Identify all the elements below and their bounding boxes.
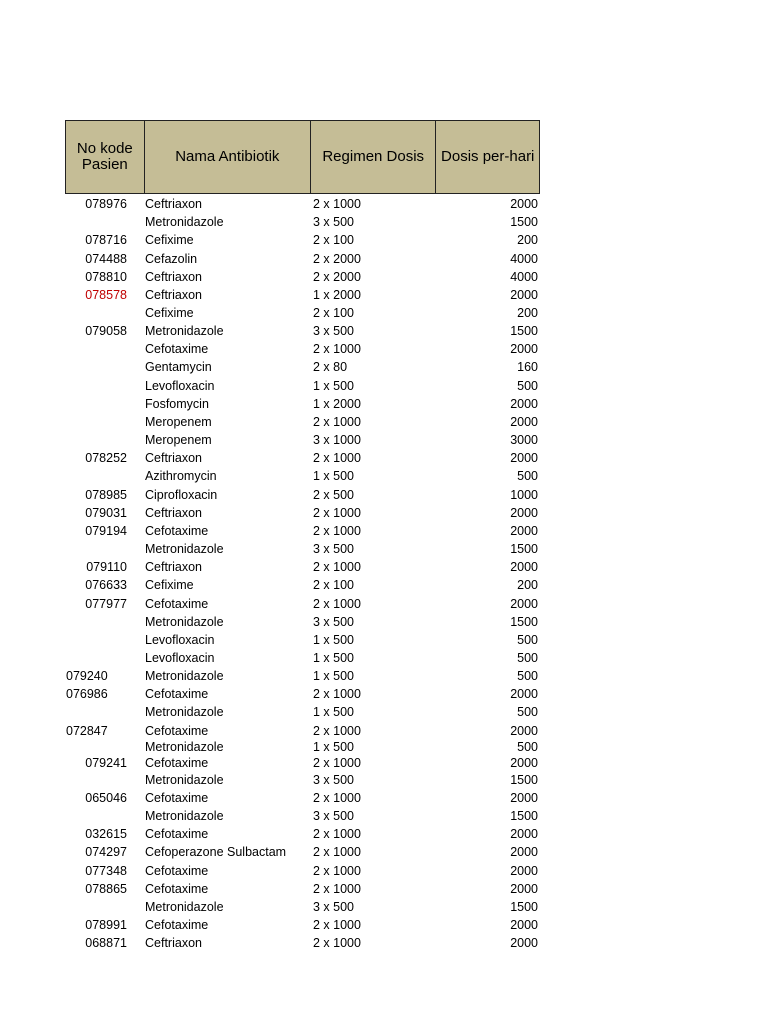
antibiotic-name-cell: Cefotaxime xyxy=(145,863,209,878)
daily-dose-cell: 500 xyxy=(517,705,538,720)
patient-code-cell: 079031 xyxy=(85,505,127,520)
dose-regimen-cell: 1 x 500 xyxy=(313,632,355,647)
dose-regimen-cell: 2 x 500 xyxy=(313,487,355,502)
daily-dose-cell: 2000 xyxy=(510,414,538,429)
table-row xyxy=(65,843,540,861)
table-row xyxy=(65,807,540,825)
table-row xyxy=(65,755,540,771)
daily-dose-cell: 1500 xyxy=(510,614,538,629)
patient-code-cell: 078578 xyxy=(85,287,127,302)
daily-dose-cell: 2000 xyxy=(510,755,538,770)
dose-regimen-cell: 1 x 500 xyxy=(313,669,355,684)
table-row xyxy=(65,771,540,789)
antibiotic-table xyxy=(65,120,540,952)
table-row xyxy=(65,286,540,304)
table-row xyxy=(65,449,540,467)
antibiotic-name-cell: Metronidazole xyxy=(145,809,224,824)
antibiotic-name-cell: Cefotaxime xyxy=(145,342,209,357)
patient-code-cell: 078985 xyxy=(85,487,127,502)
antibiotic-name-cell: Cefotaxime xyxy=(145,755,209,770)
antibiotic-name-cell: Metronidazole xyxy=(145,542,224,557)
dose-regimen-cell: 2 x 1000 xyxy=(313,505,361,520)
patient-code-cell: 072847 xyxy=(66,723,108,738)
dose-regimen-cell: 2 x 100 xyxy=(313,306,355,321)
daily-dose-cell: 500 xyxy=(517,669,538,684)
antibiotic-name-cell: Ceftriaxon xyxy=(145,451,202,466)
antibiotic-name-cell: Metronidazole xyxy=(145,669,224,684)
dose-regimen-cell: 3 x 500 xyxy=(313,614,355,629)
daily-dose-cell: 2000 xyxy=(510,827,538,842)
antibiotic-name-cell: Ceftriaxon xyxy=(145,560,202,575)
daily-dose-cell: 1500 xyxy=(510,324,538,339)
dose-regimen-cell: 1 x 500 xyxy=(313,378,355,393)
antibiotic-name-cell: Cefoperazone Sulbactam xyxy=(145,845,287,860)
table-row xyxy=(65,213,540,231)
table-row xyxy=(65,880,540,898)
daily-dose-cell: 160 xyxy=(517,360,538,375)
table-row xyxy=(65,685,540,703)
antibiotic-name-cell: Cefotaxime xyxy=(145,918,209,933)
daily-dose-cell: 1500 xyxy=(510,809,538,824)
patient-code-cell: 079110 xyxy=(86,560,127,575)
daily-dose-cell: 2000 xyxy=(510,918,538,933)
table-row xyxy=(65,558,540,576)
daily-dose-cell: 500 xyxy=(517,469,538,484)
antibiotic-name-cell: Cefixime xyxy=(145,306,194,321)
table-row xyxy=(65,667,540,685)
dose-regimen-cell: 2 x 1000 xyxy=(313,845,361,860)
antibiotic-name-cell: Ceftriaxon xyxy=(145,287,202,302)
table-row xyxy=(65,540,540,558)
antibiotic-name-cell: Cefazolin xyxy=(145,251,198,266)
table-row xyxy=(65,916,540,934)
dose-regimen-cell: 2 x 1000 xyxy=(313,936,361,951)
dose-regimen-cell: 3 x 500 xyxy=(313,542,355,557)
table-row xyxy=(65,249,540,267)
table-row xyxy=(65,195,540,213)
table-row xyxy=(65,231,540,249)
table-row xyxy=(65,340,540,358)
daily-dose-cell: 200 xyxy=(517,578,538,593)
dose-regimen-cell: 2 x 1000 xyxy=(313,723,361,738)
daily-dose-cell: 500 xyxy=(517,632,538,647)
daily-dose-cell: 200 xyxy=(517,233,538,248)
antibiotic-name-cell: Ceftriaxon xyxy=(145,197,202,212)
patient-code-cell: 078810 xyxy=(85,269,127,284)
dose-regimen-cell: 2 x 1000 xyxy=(313,342,361,357)
antibiotic-name-cell: Cefotaxime xyxy=(145,596,209,611)
header-dose-regimen: Regimen Dosis xyxy=(311,121,436,193)
patient-code-cell: 074297 xyxy=(85,845,127,860)
dose-regimen-cell: 1 x 500 xyxy=(313,705,355,720)
antibiotic-name-cell: Cefotaxime xyxy=(145,723,209,738)
daily-dose-cell: 3000 xyxy=(510,433,538,448)
dose-regimen-cell: 2 x 80 xyxy=(313,360,348,375)
table-row xyxy=(65,377,540,395)
table-row xyxy=(65,934,540,952)
dose-regimen-cell: 2 x 1000 xyxy=(313,596,361,611)
daily-dose-cell: 1500 xyxy=(510,899,538,914)
table-row xyxy=(65,740,540,756)
daily-dose-cell: 2000 xyxy=(510,560,538,575)
antibiotic-name-cell: Ceftriaxon xyxy=(145,936,202,951)
dose-regimen-cell: 1 x 500 xyxy=(313,740,355,755)
antibiotic-name-cell: Cefotaxime xyxy=(145,523,209,538)
daily-dose-cell: 2000 xyxy=(510,881,538,896)
dose-regimen-cell: 3 x 1000 xyxy=(313,433,361,448)
table-row xyxy=(65,486,540,504)
antibiotic-name-cell: Metronidazole xyxy=(145,740,224,755)
table-row xyxy=(65,304,540,322)
dose-regimen-cell: 1 x 500 xyxy=(313,469,355,484)
antibiotic-name-cell: Cefotaxime xyxy=(145,687,209,702)
dose-regimen-cell: 1 x 2000 xyxy=(313,287,361,302)
patient-code-cell: 077977 xyxy=(85,596,127,611)
daily-dose-cell: 2000 xyxy=(510,451,538,466)
table-row xyxy=(65,825,540,843)
dose-regimen-cell: 2 x 1000 xyxy=(313,863,361,878)
table-row xyxy=(65,722,540,740)
table-row xyxy=(65,268,540,286)
daily-dose-cell: 500 xyxy=(517,740,538,755)
dose-regimen-cell: 3 x 500 xyxy=(313,772,355,787)
daily-dose-cell: 2000 xyxy=(510,687,538,702)
dose-regimen-cell: 2 x 1000 xyxy=(313,414,361,429)
antibiotic-name-cell: Metronidazole xyxy=(145,324,224,339)
table-row xyxy=(65,358,540,376)
daily-dose-cell: 1500 xyxy=(510,215,538,230)
antibiotic-name-cell: Metronidazole xyxy=(145,899,224,914)
antibiotic-name-cell: Cefotaxime xyxy=(145,881,209,896)
antibiotic-name-cell: Cefotaxime xyxy=(145,827,209,842)
antibiotic-name-cell: Gentamycin xyxy=(145,360,212,375)
dose-regimen-cell: 3 x 500 xyxy=(313,215,355,230)
antibiotic-name-cell: Metronidazole xyxy=(145,705,224,720)
table-row xyxy=(65,631,540,649)
patient-code-cell: 078716 xyxy=(85,233,127,248)
antibiotic-name-cell: Levofloxacin xyxy=(145,632,215,647)
table-row xyxy=(65,467,540,485)
header-patient-code: No kode Pasien xyxy=(66,121,145,193)
table-row xyxy=(65,413,540,431)
antibiotic-name-cell: Ciprofloxacin xyxy=(145,487,218,502)
patient-code-cell: 079058 xyxy=(85,324,127,339)
table-row xyxy=(65,594,540,612)
table-row xyxy=(65,861,540,879)
daily-dose-cell: 200 xyxy=(517,306,538,321)
antibiotic-name-cell: Ceftriaxon xyxy=(145,505,202,520)
dose-regimen-cell: 2 x 100 xyxy=(313,233,355,248)
patient-code-cell: 078976 xyxy=(85,197,127,212)
dose-regimen-cell: 2 x 1000 xyxy=(313,687,361,702)
table-body xyxy=(65,195,540,952)
dose-regimen-cell: 2 x 2000 xyxy=(313,251,361,266)
antibiotic-name-cell: Metronidazole xyxy=(145,215,224,230)
patient-code-cell: 065046 xyxy=(85,790,127,805)
header-daily-dose: Dosis per-hari xyxy=(441,148,535,165)
dose-regimen-cell: 2 x 100 xyxy=(313,578,355,593)
daily-dose-cell: 500 xyxy=(517,650,538,665)
antibiotic-name-cell: Meropenem xyxy=(145,414,212,429)
daily-dose-cell: 4000 xyxy=(510,269,538,284)
daily-dose-cell: 2000 xyxy=(510,505,538,520)
patient-code-cell: 074488 xyxy=(85,251,127,266)
dose-regimen-cell: 1 x 2000 xyxy=(313,396,361,411)
daily-dose-cell: 2000 xyxy=(510,197,538,212)
table-row xyxy=(65,431,540,449)
patient-code-cell: 078252 xyxy=(85,451,127,466)
patient-code-cell: 076633 xyxy=(85,578,127,593)
antibiotic-name-cell: Cefixime xyxy=(145,578,194,593)
dose-regimen-cell: 2 x 1000 xyxy=(313,197,361,212)
table-row xyxy=(65,649,540,667)
daily-dose-cell: 4000 xyxy=(510,251,538,266)
patient-code-cell: 079240 xyxy=(66,669,108,684)
daily-dose-cell: 2000 xyxy=(510,845,538,860)
antibiotic-name-cell: Cefotaxime xyxy=(145,790,209,805)
patient-code-cell: 032615 xyxy=(85,827,127,842)
dose-regimen-cell: 2 x 1000 xyxy=(313,560,361,575)
dose-regimen-cell: 2 x 1000 xyxy=(313,451,361,466)
dose-regimen-cell: 2 x 1000 xyxy=(313,755,361,770)
table-row xyxy=(65,703,540,721)
daily-dose-cell: 1500 xyxy=(510,542,538,557)
patient-code-cell: 079241 xyxy=(85,755,127,770)
daily-dose-cell: 2000 xyxy=(510,523,538,538)
dose-regimen-cell: 2 x 1000 xyxy=(313,523,361,538)
antibiotic-name-cell: Metronidazole xyxy=(145,772,224,787)
antibiotic-name-cell: Meropenem xyxy=(145,433,212,448)
dose-regimen-cell: 3 x 500 xyxy=(313,899,355,914)
patient-code-cell: 079194 xyxy=(85,523,127,538)
daily-dose-cell: 2000 xyxy=(510,287,538,302)
daily-dose-cell: 1500 xyxy=(510,772,538,787)
daily-dose-cell: 1000 xyxy=(510,487,538,502)
header-antibiotic-name: Nama Antibiotik xyxy=(145,121,311,193)
table-row xyxy=(65,395,540,413)
dose-regimen-cell: 2 x 2000 xyxy=(313,269,361,284)
dose-regimen-cell: 2 x 1000 xyxy=(313,827,361,842)
table-row xyxy=(65,322,540,340)
antibiotic-name-cell: Levofloxacin xyxy=(145,378,215,393)
table-row xyxy=(65,522,540,540)
table-row xyxy=(65,613,540,631)
daily-dose-cell: 2000 xyxy=(510,723,538,738)
daily-dose-cell: 2000 xyxy=(510,790,538,805)
antibiotic-name-cell: Metronidazole xyxy=(145,614,224,629)
patient-code-cell: 078991 xyxy=(85,918,127,933)
table-header xyxy=(65,120,540,194)
dose-regimen-cell: 3 x 500 xyxy=(313,324,355,339)
antibiotic-name-cell: Levofloxacin xyxy=(145,650,215,665)
patient-code-cell: 068871 xyxy=(85,936,127,951)
dose-regimen-cell: 2 x 1000 xyxy=(313,790,361,805)
table-row xyxy=(65,789,540,807)
daily-dose-cell: 2000 xyxy=(510,936,538,951)
table-row xyxy=(65,576,540,594)
daily-dose-cell: 2000 xyxy=(510,396,538,411)
daily-dose-cell: 2000 xyxy=(510,342,538,357)
antibiotic-name-cell: Azithromycin xyxy=(145,469,217,484)
dose-regimen-cell: 1 x 500 xyxy=(313,650,355,665)
dose-regimen-cell: 2 x 1000 xyxy=(313,918,361,933)
patient-code-cell: 076986 xyxy=(66,687,108,702)
antibiotic-name-cell: Ceftriaxon xyxy=(145,269,202,284)
daily-dose-cell: 2000 xyxy=(510,863,538,878)
dose-regimen-cell: 2 x 1000 xyxy=(313,881,361,896)
dose-regimen-cell: 3 x 500 xyxy=(313,809,355,824)
patient-code-cell: 077348 xyxy=(85,863,127,878)
daily-dose-cell: 2000 xyxy=(510,596,538,611)
antibiotic-name-cell: Cefixime xyxy=(145,233,194,248)
table-row xyxy=(65,898,540,916)
daily-dose-cell: 500 xyxy=(517,378,538,393)
patient-code-cell: 078865 xyxy=(85,881,127,896)
antibiotic-name-cell: Fosfomycin xyxy=(145,396,209,411)
table-row xyxy=(65,504,540,522)
